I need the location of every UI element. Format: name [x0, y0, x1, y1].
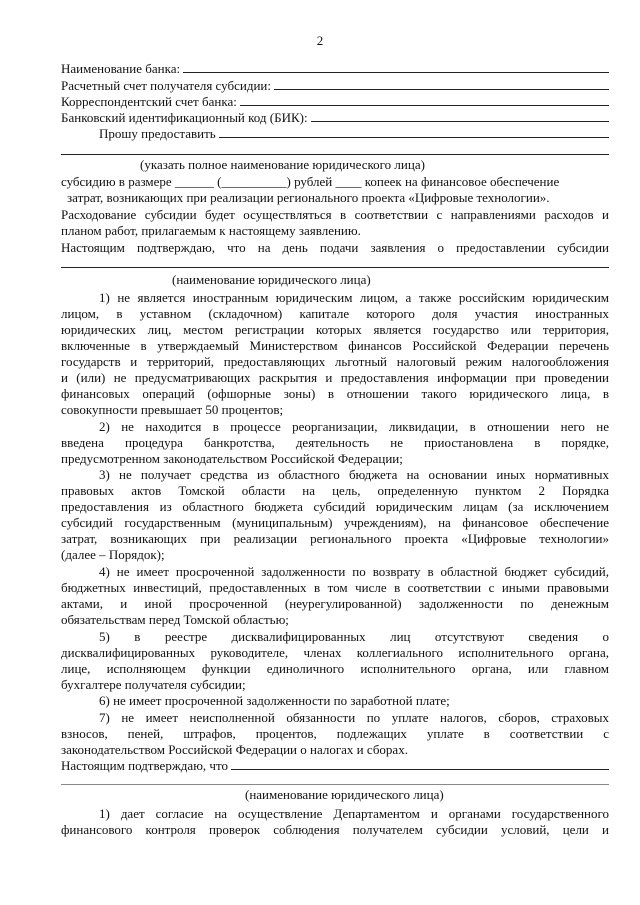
account-field [61, 78, 609, 94]
item5-line-2: дисквалифицированных руководителе, членах коллегиального исполнительного органа, [61, 645, 609, 660]
item3-line-3: предоставления из областного бюджета субсидий юридическим лицам (за исключением [61, 499, 609, 514]
subsidy-line-4: планом работ, прилагаемым к настоящему заявлению. [61, 223, 361, 238]
confirm2-label: Настоящим подтверждаю, что [61, 758, 228, 773]
item3-line-1: 3) не получает средства из областного бюджета на основании иных нормативных [99, 467, 609, 482]
item2-line-2: введена процедура банкротства, деятельность не приостановлена в порядке, [61, 435, 609, 450]
legal-entity-full-name-line[interactable] [61, 154, 609, 155]
item1-line-8: совокупности превышает 50 процентов; [61, 402, 284, 417]
subsidy-line-5: Настоящим подтверждаю, что на день подачи заявления о предоставлении субсидии [61, 240, 609, 255]
item1-line-5: государств и территорий, предоставляющих льготный налоговый режим налогообложения [61, 354, 609, 369]
item1-line-4: включенные в утверждаемый Министерством финансов Российской Федерации перечень [61, 338, 609, 353]
item3-line-6: (далее – Порядок); [61, 547, 165, 562]
item4-line-3: актами, и иной просроченной (неурегулированной) задолженности по денежным [61, 596, 609, 611]
confirm2-field [61, 758, 609, 774]
corr-account-blank[interactable] [240, 94, 609, 106]
item7-line-1: 7) не имеет неисполненной обязанности по уплате налогов, сборов, страховых [99, 710, 609, 725]
item4-line-4: обязательствам перед Томской областью; [61, 612, 289, 627]
item2-line-1: 2) не находится в процессе реорганизации, ликвидации, в отношении него не [99, 419, 609, 434]
subsidy-line-2: затрат, возникающих при реализации регионального проекта «Цифровые технологии». [67, 190, 550, 205]
item6-line: 6) не имеет просроченной задолженности по заработной плате; [99, 693, 450, 708]
corr-account-field [61, 94, 609, 110]
item5-line-1: 5) в реестре дисквалифицированных лиц отсутствуют сведения о [99, 629, 609, 644]
subsidy-line-3: Расходование субсидии будет осуществляться в соответствии с направлениями расходов и [61, 207, 609, 222]
caption-full-name: (указать полное наименование юридического лица) [140, 157, 425, 172]
page-number: 2 [316, 33, 324, 48]
corr-account-label: Корреспондентский счет банка: [61, 94, 237, 109]
item2-line-3: предусмотренном законодательством Российской Федерации; [61, 451, 403, 466]
item7-line-3: законодательством Российской Федерации о налогах и сборах. [61, 742, 408, 757]
request-label: Прошу предоставить [99, 126, 216, 141]
item1-line-6: и (или) не предусматривающих раскрытия и предоставления информации при проведении [61, 370, 609, 385]
account-label: Расчетный счет получателя субсидии: [61, 78, 271, 93]
item1-line-1: 1) не является иностранным юридическим лицом, а также российским юридическим [99, 290, 609, 305]
legal-entity-name-line[interactable] [61, 267, 609, 268]
item4-line-2: бюджетных инвестиций, предоставленных в том числе в соответствии с иными правовыми [61, 580, 609, 595]
bik-blank[interactable] [311, 110, 609, 122]
request-blank[interactable] [219, 126, 609, 138]
request-field [99, 126, 609, 142]
item1-line-7: финансовых операций (офшорные зоны) в отношении такого юридического лица, в [61, 386, 609, 401]
item5-line-3: лице, исполняющем функции единоличного исполнительного органа, или главном [61, 661, 609, 676]
item3-line-2: правовых актов Томской области на цель, определенную пунктом 2 Порядка [61, 483, 609, 498]
caption-name-2: (наименование юридического лица) [245, 787, 444, 802]
item3-line-5: затрат, возникающих при реализации регионального проекта «Цифровые технологии» [61, 531, 609, 546]
item1-line-3: юридических лиц, местом регистрации которых является государство или территория, [61, 322, 609, 337]
bank-name-blank[interactable] [183, 61, 609, 73]
confirm2-blank[interactable] [231, 758, 609, 770]
consent1-line-1: 1) дает согласие на осуществление Департаментом и органами государственного [99, 806, 609, 821]
bank-name-field [61, 61, 609, 77]
bik-label: Банковский идентификационный код (БИК): [61, 110, 308, 125]
legal-entity-name-line-2[interactable] [61, 784, 609, 785]
item1-line-2: лицом, в уставном (складочном) капитале которого доля участия иностранных [61, 306, 609, 321]
subsidy-line-1: субсидию в размере ______ (__________) рублей ____ копеек на финансовое обеспечение [61, 174, 560, 189]
item3-line-4: субсидий государственным (муниципальным) учреждениям), на финансовое обеспечение [61, 515, 609, 530]
item5-line-4: бухгалтере получателя субсидии; [61, 677, 246, 692]
account-blank[interactable] [274, 78, 609, 90]
caption-name-1: (наименование юридического лица) [172, 272, 371, 287]
bik-field [61, 110, 609, 126]
bank-name-label: Наименование банка: [61, 61, 181, 76]
item4-line-1: 4) не имеет просроченной задолженности по возврату в областной бюджет субсидий, [99, 564, 609, 579]
consent1-line-2: финансового контроля проверок соблюдения получателем субсидии условий, цели и [61, 822, 609, 837]
item7-line-2: взносов, пеней, штрафов, процентов, подлежащих уплате в соответствии с [61, 726, 609, 741]
